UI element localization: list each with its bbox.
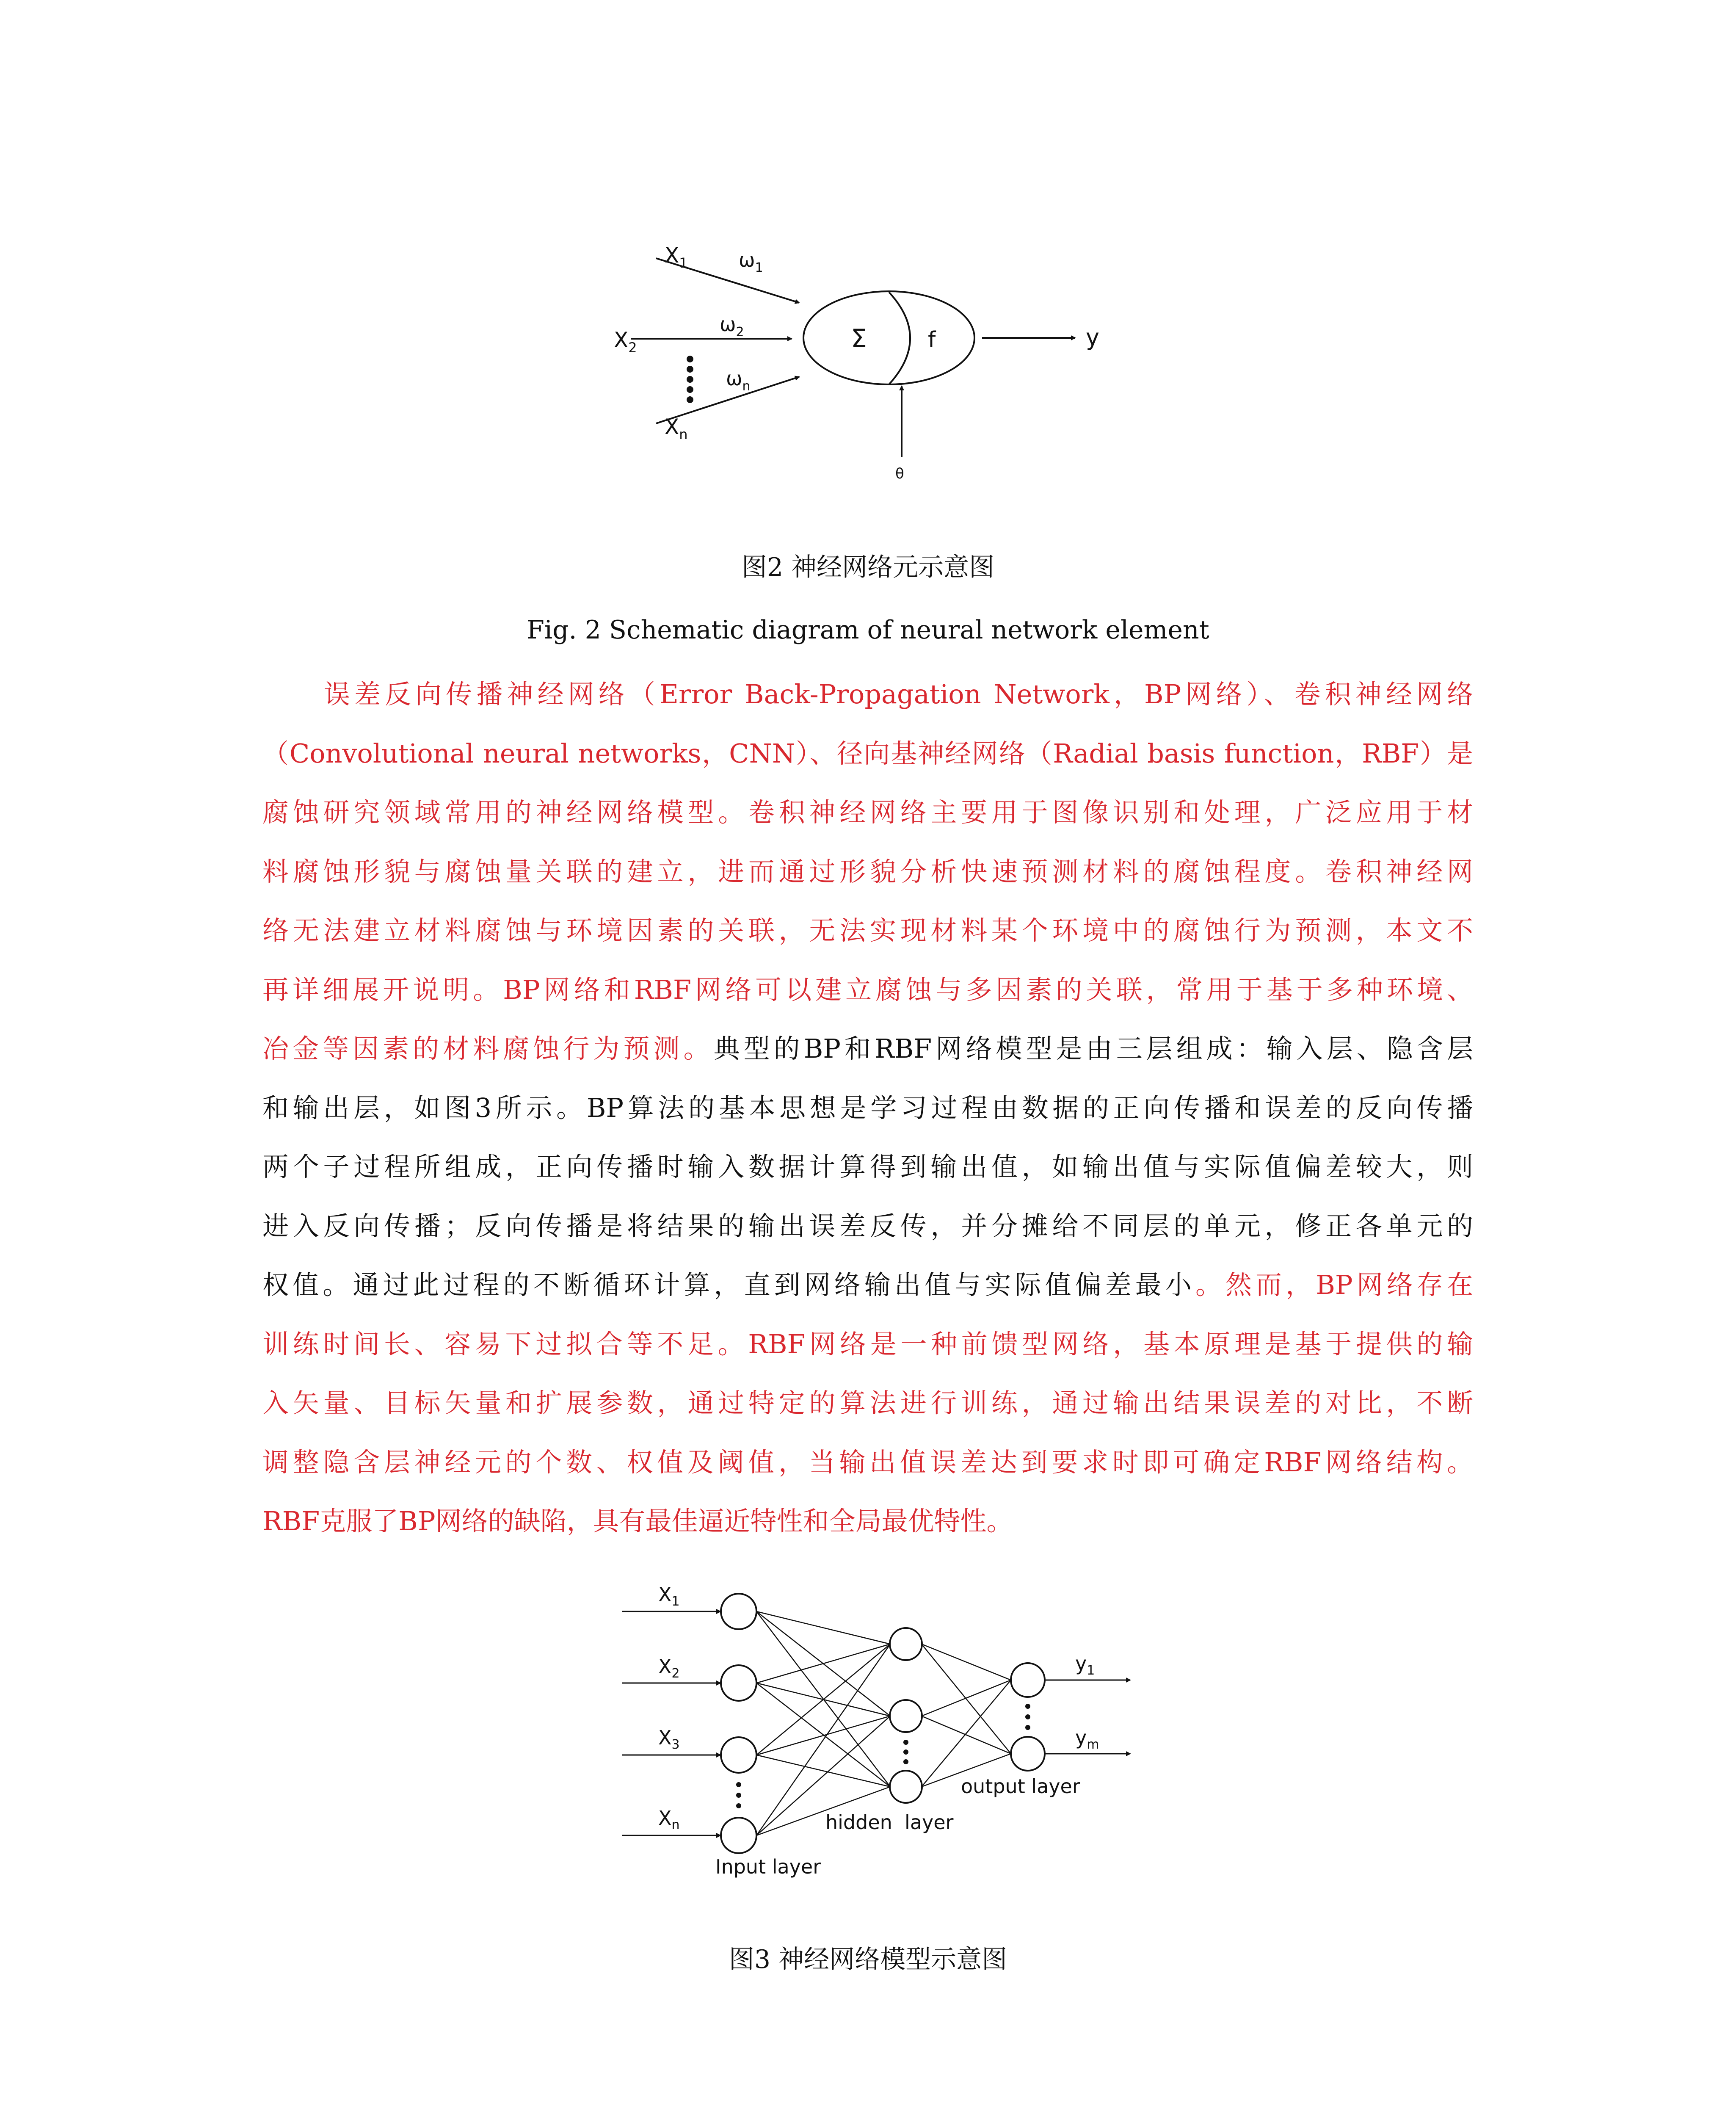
paragraph-line (262, 1078, 1473, 1138)
input-layer-label: Input layer (715, 1855, 821, 1878)
body-paragraph (262, 665, 1473, 1551)
paragraph-line (262, 1374, 1473, 1433)
input-label-n: $X_n$ (658, 1807, 680, 1832)
text-run: 入矢量、目标矢量和扩展参数，通过特定的算法进行训练，通过输出结果误差的对比，不断 (262, 1387, 1473, 1418)
text-run: 腐蚀研究领域常用的神经网络模型。卷积神经网络主要用于图像识别和处理，广泛应用于材 (262, 797, 1473, 828)
paragraph-line (262, 665, 1473, 724)
paragraph-line (262, 1019, 1473, 1078)
figure-2-caption-en: Fig. 2 Schematic diagram of neural network element (527, 615, 1209, 645)
activation-label: f (928, 327, 936, 353)
input-label-2: $X_2$ (614, 328, 637, 356)
ellipsis-dot (687, 396, 693, 403)
figure-2-neuron-diagram (584, 220, 1151, 491)
output-label: y (1086, 324, 1099, 351)
paragraph-line (262, 842, 1473, 901)
text-run: 调整隐含层神经元的个数、权值及阈值，当输出值误差达到要求时即可确定RBF网络结构。 (262, 1446, 1473, 1478)
ellipsis-dot (736, 1803, 741, 1808)
text-run: 训练时间长、容易下过拟合等不足。RBF网络是一种前馈型网络，基本原理是基于提供的输 (262, 1328, 1473, 1360)
paragraph-line (262, 1197, 1473, 1256)
paragraph-line (262, 783, 1473, 842)
ellipsis-dot (1025, 1725, 1030, 1730)
output-label-m: $y_m$ (1075, 1726, 1099, 1752)
ellipsis-dot (736, 1793, 741, 1798)
text-run: 再详细展开说明。BP网络和RBF网络可以建立腐蚀与多因素的关联，常用于基于多种环境、 (262, 974, 1473, 1005)
ellipsis-dot (903, 1759, 908, 1764)
ellipsis-dot (687, 366, 693, 373)
ellipsis-dot (1025, 1714, 1030, 1719)
text-run: 和输出层，如图3所示。BP算法的基本思想是学习过程由数据的正向传播和误差的反向传播 (262, 1092, 1473, 1123)
input-node (721, 1665, 756, 1701)
text-run: 两个子过程所组成，正向传播时输入数据计算得到输出值，如输出值与实际值偏差较大，则 (262, 1151, 1473, 1182)
text-run: 进入反向传播；反向传播是将结果的输出误差反传，并分摊给不同层的单元，修正各单元的 (262, 1210, 1473, 1241)
ellipsis-dot (687, 386, 693, 393)
ellipsis-dot (736, 1782, 741, 1787)
hidden-layer-label: hidden layer (825, 1811, 954, 1834)
text-run: 冶金等因素的材料腐蚀行为预测。 (262, 1033, 714, 1064)
input-label-1: $X_1$ (665, 243, 688, 271)
ellipsis-dot (1025, 1704, 1030, 1709)
output-layer-label: output layer (961, 1775, 1080, 1798)
paragraph-line (262, 1255, 1473, 1315)
text-run: 络无法建立材料腐蚀与环境因素的关联，无法实现材料某个环境中的腐蚀行为预测，本文不 (262, 915, 1473, 946)
hidden-node (890, 1771, 922, 1803)
paragraph-line (262, 901, 1473, 960)
hidden-node (890, 1700, 922, 1732)
paragraph-line (262, 1137, 1473, 1197)
paragraph-line (262, 960, 1473, 1020)
weight-label-1: $\omega_1$ (739, 249, 763, 275)
text-run: 误差反向传播神经网络（Error Back-Propagation Network，BP网络）、卷积神经网络 (324, 679, 1473, 710)
text-run: 权值。通过此过程的不断循环计算，直到网络输出值与实际值偏差最小 (262, 1269, 1195, 1300)
output-node (1011, 1737, 1045, 1771)
figure-2-caption-cn: 图2 神经网络元示意图 (741, 553, 995, 582)
neuron-divider (889, 292, 910, 384)
paragraph-line (262, 1492, 1473, 1551)
paragraph-line (262, 1315, 1473, 1374)
ellipsis-dot (903, 1749, 908, 1755)
weight-label-2: $\omega_2$ (720, 313, 744, 340)
text-run: 典型的BP和RBF网络模型是由三层组成：输入层、隐含层 (713, 1033, 1473, 1064)
ellipsis-dot (903, 1740, 908, 1745)
ellipsis-dot (687, 356, 693, 362)
paragraph-line (262, 1433, 1473, 1492)
figure-3-network-diagram (610, 1575, 1168, 1905)
output-node (1011, 1663, 1045, 1697)
paragraph-line (262, 724, 1473, 783)
hidden-node (890, 1628, 922, 1660)
ellipsis-dot (687, 376, 693, 383)
threshold-label: θ (895, 465, 904, 482)
input-node (721, 1737, 756, 1773)
input-node (721, 1594, 756, 1629)
weight-label-n: $\omega_n$ (726, 367, 751, 394)
input-label-2: $X_2$ (658, 1655, 680, 1681)
neuron-body (803, 291, 974, 384)
text-run: RBF克服了BP网络的缺陷，具有最佳逼近特性和全局最优特性。 (262, 1506, 1013, 1537)
sum-symbol: Σ (851, 324, 867, 354)
input-label-3: $X_3$ (658, 1726, 680, 1752)
output-label-1: $y_1$ (1075, 1652, 1095, 1678)
input-node (721, 1818, 756, 1853)
figure-3-caption-cn: 图3 神经网络模型示意图 (729, 1945, 1007, 1974)
input-label-1: $X_1$ (658, 1583, 680, 1609)
text-run: （Convolutional neural networks，CNN）、径向基神经网络（Radial basis function，RBF）是 (262, 738, 1473, 769)
text-run: 。然而，BP网络存在 (1195, 1269, 1473, 1300)
connections (756, 1611, 1011, 1835)
input-label-n: $X_n$ (665, 415, 688, 442)
text-run: 料腐蚀形貌与腐蚀量关联的建立，进而通过形貌分析快速预测材料的腐蚀程度。卷积神经网 (262, 856, 1473, 887)
